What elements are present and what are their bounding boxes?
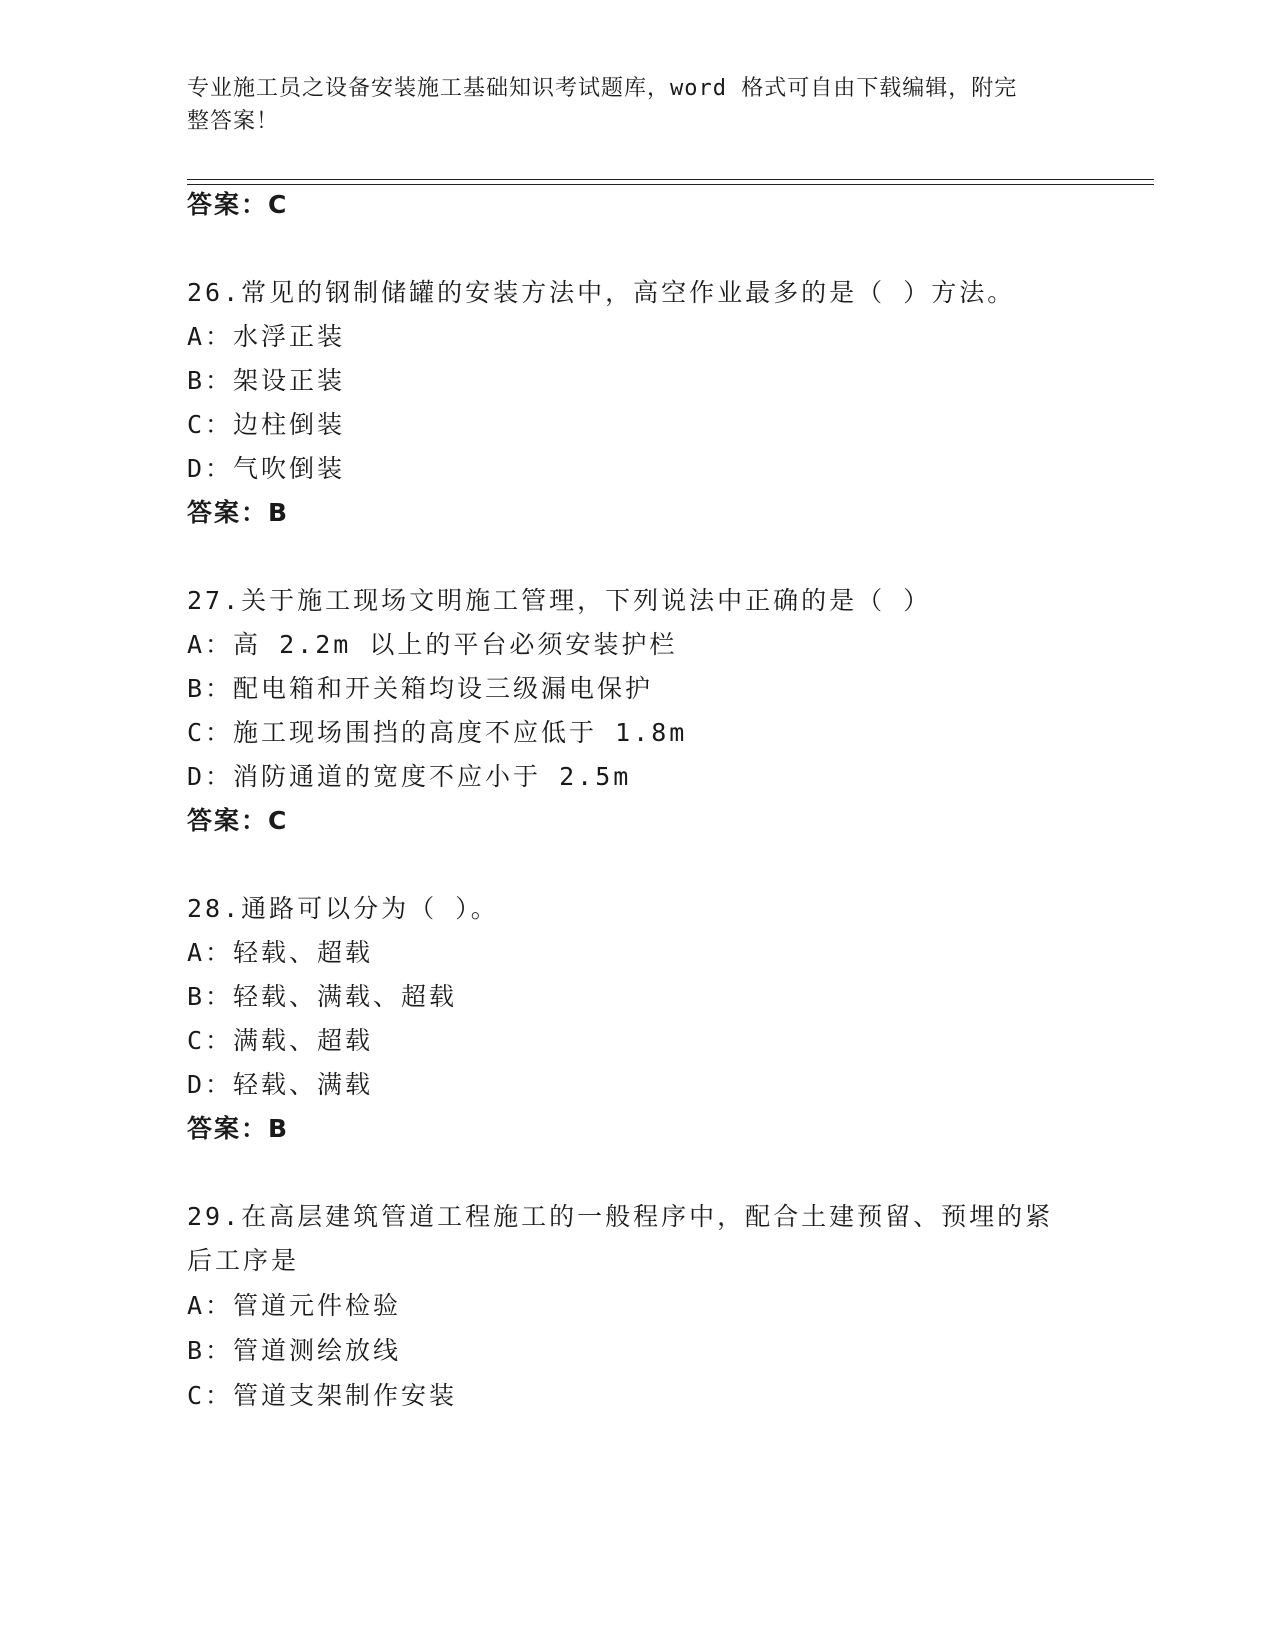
question-27-answer: 答案：C [187, 806, 289, 835]
question-26-answer: 答案：B [187, 498, 290, 527]
question-29-option-c: C：管道支架制作安装 [187, 1381, 458, 1410]
question-27-stem: 27.关于施工现场文明施工管理，下列说法中正确的是（ ） [187, 586, 932, 615]
question-29-stem-line-1: 29.在高层建筑管道工程施工的一般程序中，配合土建预留、预埋的紧 [187, 1202, 1054, 1231]
question-26-option-c: C：边柱倒装 [187, 410, 346, 439]
header-divider-bottom [187, 184, 1154, 185]
question-27-option-b: B：配电箱和开关箱均设三级漏电保护 [187, 674, 654, 703]
question-29-option-b: B：管道测绘放线 [187, 1336, 402, 1365]
question-26-option-a: A：水浮正装 [187, 322, 346, 351]
question-27-option-c: C：施工现场围挡的高度不应低于 1.8m [187, 718, 688, 747]
question-29-stem-line-2: 后工序是 [187, 1246, 300, 1275]
question-26-option-b: B：架设正装 [187, 366, 346, 395]
question-28-answer: 答案：B [187, 1114, 290, 1143]
document-header [187, 72, 1067, 138]
previous-answer: 答案：C [187, 190, 289, 219]
header-line-1: 专业施工员之设备安装施工基础知识考试题库，word 格式可自由下载编辑，附完 [187, 76, 1018, 101]
question-27-option-d: D：消防通道的宽度不应小于 2.5m [187, 762, 632, 791]
question-26-stem: 26.常见的钢制储罐的安装方法中，高空作业最多的是（ ）方法。 [187, 278, 1016, 307]
question-29-option-a: A：管道元件检验 [187, 1291, 402, 1320]
question-27-option-a: A：高 2.2m 以上的平台必须安装护栏 [187, 630, 678, 659]
question-28-option-a: A：轻载、超载 [187, 938, 374, 967]
question-28-option-c: C：满载、超载 [187, 1026, 374, 1055]
header-line-2: 整答案！ [187, 109, 280, 134]
question-26-option-d: D：气吹倒装 [187, 454, 346, 483]
question-28-option-d: D：轻载、满载 [187, 1070, 374, 1099]
question-28-option-b: B：轻载、满载、超载 [187, 982, 458, 1011]
question-28-stem: 28.通路可以分为（ ）。 [187, 894, 499, 923]
header-divider-top [187, 179, 1154, 180]
